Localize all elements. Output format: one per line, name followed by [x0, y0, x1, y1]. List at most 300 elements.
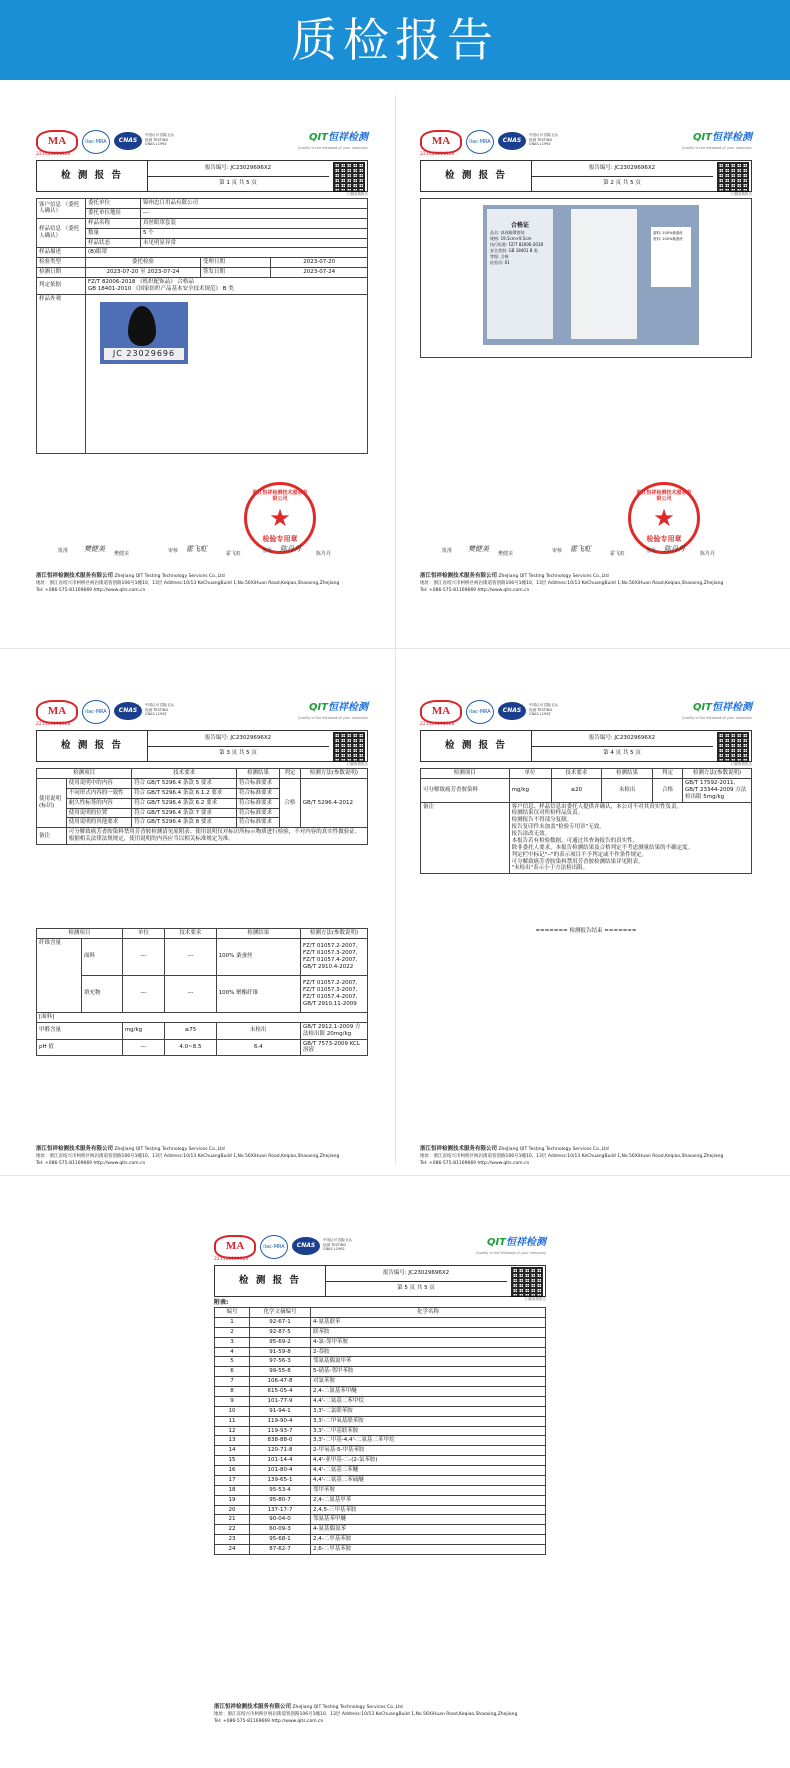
cell: 符合标准要求: [237, 808, 280, 818]
banner: [0, 0, 790, 80]
cell: 合格: [280, 778, 301, 827]
cell: 耐久性标签的内容: [66, 798, 131, 808]
label-line: 面料: 100%桑蚕丝: [653, 231, 683, 235]
report-header: [420, 160, 752, 192]
label-test-table: [36, 768, 368, 845]
divider: [0, 1175, 790, 1176]
cell: 2-甲氧基-5-甲基苯胺: [311, 1446, 546, 1456]
cell: FZ/T 01057.2-2007, FZ/T 01057.3-2007, FZ/T 01057.4-2007, GB/T 2910.4-2022: [301, 938, 368, 975]
note-line: 报告涂改无效。: [511, 831, 551, 837]
logos: [36, 700, 368, 728]
cell: 锦州忠日用品有限公司: [141, 199, 368, 209]
footer: [36, 572, 368, 594]
report-number: 报告编号: JC23029696X2: [325, 1266, 507, 1282]
cell: 邻甲苯胺: [311, 1485, 546, 1495]
report-number: 报告编号: JC23029696X2: [531, 161, 713, 177]
certificate-tag: [487, 209, 553, 339]
cell: 91-94-1: [250, 1406, 311, 1416]
header-cell: 化学文摘编号: [250, 1308, 311, 1318]
table-row: [215, 1406, 546, 1416]
cell: 4.0~8.5: [165, 1039, 216, 1056]
tag-line: 执行标准: FZ/T 82006-2018: [490, 242, 544, 247]
header-cell: 单位: [509, 769, 551, 779]
qr-note: 扫描查看报告: [347, 192, 368, 196]
qr-code: [333, 162, 365, 192]
sig-review-name: 霍飞虹: [226, 551, 242, 557]
cell: 5: [215, 1357, 250, 1367]
note-line: 报告复印件未加盖"检验专用章"无效。: [511, 824, 605, 831]
qit-slogan: Quality is the lifeblood of your company: [681, 716, 752, 720]
table-row: [215, 1475, 546, 1485]
qit-mark: QIT: [308, 132, 328, 143]
report-header: [420, 730, 752, 762]
cell: 4-氯-邻甲苯胺: [311, 1337, 546, 1347]
ilac-logo: ilac-MRA: [466, 130, 494, 154]
amine-list-table: [214, 1307, 546, 1555]
header-cell: 检测结果: [237, 769, 280, 779]
cell: 4-氨基联苯: [311, 1317, 546, 1327]
ma-number: 221111111326: [420, 152, 455, 157]
cell: 符合标准要求: [237, 778, 280, 788]
qr-note: 扫描查看报告: [347, 762, 368, 766]
tag-line: 等级: 合格: [490, 254, 509, 259]
qr-code: [511, 1267, 543, 1297]
cell: 101-77-9: [250, 1396, 311, 1406]
note-line: 检测结果仅对所检样品负责。: [511, 810, 584, 817]
table-row: [215, 1456, 546, 1466]
report-title: 检 测 报 告: [215, 1266, 326, 1296]
qr-code: [717, 732, 749, 762]
qr-note: 扫描查看报告: [731, 762, 752, 766]
header-cell: 检测项目: [37, 769, 132, 779]
logos: [420, 700, 752, 728]
cell: 23: [215, 1535, 250, 1545]
cell: 3: [215, 1337, 250, 1347]
footer-company: 浙江恒祥检测技术服务有限公司: [420, 573, 498, 579]
fabric-test-table: [36, 928, 368, 1056]
report-page-4: [420, 700, 752, 1170]
table-row: [215, 1337, 546, 1347]
cell: 3,3'-二甲基联苯胺: [311, 1426, 546, 1436]
cell: pH 值: [37, 1039, 123, 1056]
table-row: [215, 1416, 546, 1426]
report-number: 报告编号: JC23029696X2: [531, 731, 713, 747]
cell: 6: [215, 1367, 250, 1377]
cell: 3,3'-二氯联苯胺: [311, 1406, 546, 1416]
logos: [36, 130, 368, 158]
tag-line: 品名: 真丝眼罩套装: [490, 230, 525, 235]
qit-mark: QIT: [692, 702, 712, 713]
cell: 未检出: [216, 1022, 300, 1039]
cell: 委托单位: [86, 199, 141, 209]
tag-title: 合格证: [510, 222, 529, 229]
report-title: 检 测 报 告: [37, 161, 148, 191]
table-row: [215, 1357, 546, 1367]
table-row: [215, 1495, 546, 1505]
sig-issue-name: 陈丹丹: [316, 551, 332, 557]
note-line: 检测报告不得部分复制。: [511, 817, 573, 824]
ilac-logo: ilac-MRA: [82, 130, 110, 154]
cell: 119-90-4: [250, 1416, 311, 1426]
cell: ≤75: [165, 1022, 216, 1039]
cell: 符合 GB/T 5296.4 条款 5 要求: [132, 778, 237, 788]
cell: 16: [215, 1466, 250, 1476]
ma-number: 221111111326: [36, 152, 71, 157]
cell: 样品外观: [37, 294, 86, 453]
tag-photo: [483, 205, 699, 345]
header-cell: 判定: [280, 769, 301, 779]
table-row: [215, 1377, 546, 1387]
ma-logo: MA: [36, 700, 78, 724]
qit-cn: 恒祥检测: [328, 132, 368, 143]
footer-company-en: ZheJiang QIT Testing Technology Services Co.,Ltd: [498, 1147, 609, 1152]
header-cell: 检测方法(参数说明): [683, 769, 752, 779]
cell: 甲醛含量: [37, 1022, 123, 1039]
qit-logo: [309, 132, 368, 145]
cell: 符合 GB/T 5296.4 条款 8 要求: [132, 818, 237, 828]
cell: 纤维含量: [37, 938, 82, 1012]
footer-tel: Tel: +086-575-81169669 http://www.qits.com.cn: [420, 1160, 530, 1166]
cnas-text: 中国认可 国际互认 检测 TESTING CNAS L1992: [323, 1238, 353, 1252]
footer-company-en: ZheJiang QIT Testing Technology Services Co.,Ltd: [114, 574, 225, 579]
page-number: 第 2 页 共 5 页: [603, 180, 641, 186]
cell: 检测日期: [37, 268, 86, 278]
report-header: [36, 730, 368, 762]
sig-review-label: 审核: [168, 548, 179, 554]
footer-company-en: ZheJiang QIT Testing Technology Services Co.,Ltd: [114, 1147, 225, 1152]
table-row: [215, 1446, 546, 1456]
note-line: 可分解致癌芳香胺染料禁用芳香胺检测结果详见附表。: [511, 858, 644, 865]
cnas-text: 中国认可 国际互认 检测 TESTING CNAS L1992: [529, 133, 559, 147]
cell: 2,6-二甲基苯胺: [311, 1545, 546, 1555]
cell: 填充物: [82, 975, 123, 1012]
sig-issue-name: 陈丹丹: [700, 551, 716, 557]
cell: 95-80-7: [250, 1495, 311, 1505]
divider: [395, 95, 396, 1165]
cell: 4,4'-二氨基二苯硫醚: [311, 1475, 546, 1485]
cell: 615-05-4: [250, 1387, 311, 1397]
ma-number: 221111111326: [214, 1257, 249, 1262]
table-row: [215, 1327, 546, 1337]
qit-cn: 恒祥检测: [328, 702, 368, 713]
cell: 委托检验: [86, 258, 201, 268]
cell: 检验类型: [37, 258, 86, 268]
stamp-label: 检验专用章: [646, 535, 682, 544]
report-page-3: [36, 700, 368, 1170]
report-title: 检 测 报 告: [421, 161, 532, 191]
header-cell: 化学名称: [311, 1308, 546, 1318]
cell: 样品描述: [37, 248, 86, 258]
qit-slogan: Quality is the lifeblood of your company: [681, 146, 752, 150]
header-cell: 检测结果: [216, 929, 300, 939]
header-cell: 单位: [122, 929, 164, 939]
cell: 838-88-0: [250, 1436, 311, 1446]
inspection-stamp: [628, 482, 700, 554]
cell: 24: [215, 1545, 250, 1555]
table-row: [215, 1505, 546, 1515]
ma-logo: MA: [420, 130, 462, 154]
cell: 100% 聚酯纤维: [216, 975, 300, 1012]
cnas-text: 中国认可 国际互认 检测 TESTING CNAS L1992: [145, 133, 175, 147]
sig-review-script: 霍飞虹: [186, 545, 207, 553]
qit-slogan: Quality is the lifeblood of your company: [297, 146, 368, 150]
cell: 101-80-4: [250, 1466, 311, 1476]
sig-issue-script: 陈丹丹: [664, 545, 685, 553]
cnas-text: 中国认可 国际互认 检测 TESTING CNAS L1992: [529, 703, 559, 717]
qit-logo: [309, 702, 368, 715]
cell: 14: [215, 1446, 250, 1456]
qit-cn: 恒祥检测: [712, 702, 752, 713]
cell: 2,4-二氨基苯甲醚: [311, 1387, 546, 1397]
sig-issue-label: 签发: [262, 548, 273, 554]
label-line: 里料: 100%桑蚕丝: [653, 236, 683, 241]
judge-line: GB 18401-2010 《国家纺织产品基本安全技术规范》 B 类: [88, 285, 234, 292]
report-title: 检 测 报 告: [37, 731, 148, 761]
cell: 9: [215, 1396, 250, 1406]
stamp-star-icon: ★: [653, 504, 675, 532]
cell: 数量: [86, 228, 141, 238]
qit-mark: QIT: [692, 132, 712, 143]
report-end: ======= 检测报告结束 =======: [535, 928, 637, 934]
cell: 受理日期: [200, 258, 271, 268]
cell: [面料]: [37, 1012, 368, 1022]
cell: 合格: [652, 778, 682, 802]
sig-approve-label: 批准: [58, 548, 69, 554]
qit-slogan: Quality is the lifeblood of your company: [297, 716, 368, 720]
table-row: [215, 1347, 546, 1357]
cnas-logo: CNAS: [114, 132, 142, 150]
table-row: [215, 1396, 546, 1406]
cell: 邻氨基偶氮甲苯: [311, 1357, 546, 1367]
cell: 符合 GB/T 5296.4 条款 6.1.2 要求: [132, 788, 237, 798]
table-row: [215, 1367, 546, 1377]
page-number: 第 3 页 共 5 页: [219, 750, 257, 756]
cell: 11: [215, 1416, 250, 1426]
cell: FZ/T 01057.2-2007, FZ/T 01057.3-2007, FZ/T 01057.4-2007, GB/T 2910.11-2009: [301, 975, 368, 1012]
sig-issue-label: 签发: [646, 548, 657, 554]
cell: 样品名称: [86, 218, 141, 228]
report-page-2: [420, 130, 752, 605]
qr-code: [717, 162, 749, 192]
cell: 95-53-4: [250, 1485, 311, 1495]
sig-issue-script: 陈丹丹: [280, 545, 301, 553]
cell: (B)眼罩: [86, 248, 368, 258]
cell: 60-09-3: [250, 1525, 311, 1535]
cell: 15: [215, 1456, 250, 1466]
note-line: 除非委托人要求，本报告检测结果及合格判定不考虑测量结果的不确定度。: [511, 844, 694, 851]
qit-cn: 恒祥检测: [712, 132, 752, 143]
cell: 4,4'-二氨基二苯醚: [311, 1466, 546, 1476]
ma-logo: MA: [214, 1235, 256, 1259]
cnas-logo: CNAS: [498, 132, 526, 150]
header-cell: 技术要求: [165, 929, 216, 939]
sample-code-label: JC 23029696: [104, 348, 184, 360]
note-line: 本报告若有检验数据，可通过其查询报告的真实性。: [511, 837, 639, 844]
cell: [86, 278, 368, 295]
cell: 139-65-1: [250, 1475, 311, 1485]
cell: 4-氨基偶氮苯: [311, 1525, 546, 1535]
cell: GB/T 7573-2009 KCL 溶液: [301, 1039, 368, 1056]
note-line: "未检出"表示小于方法检出限。: [511, 865, 589, 872]
header-cell: 检测方法(参数说明): [300, 769, 367, 779]
footer-tel: Tel: +086-575-81169669 http://www.qits.com.cn: [214, 1718, 324, 1724]
header-cell: 检测项目: [37, 929, 123, 939]
cell: 8: [215, 1387, 250, 1397]
qit-logo: [693, 702, 752, 715]
cnas-logo: CNAS: [114, 702, 142, 720]
footer-tel: Tel: +086-575-81169669 http://www.qits.com.cn: [420, 587, 530, 593]
cell: 106-47-8: [250, 1377, 311, 1387]
cell: 95-68-1: [250, 1535, 311, 1545]
cell: 10: [215, 1406, 250, 1416]
cell: 2023-07-24: [271, 268, 368, 278]
cell: ---: [165, 975, 216, 1012]
azo-test-table: [420, 768, 752, 874]
cell: 5-硝基-邻甲苯胺: [311, 1367, 546, 1377]
tag-line: 检验员: 01: [490, 260, 510, 265]
cell: ---: [122, 975, 164, 1012]
cell: [86, 294, 368, 453]
tag-line: 规格: 19.5cm×9.5cm: [490, 236, 532, 241]
logos: [420, 130, 752, 158]
note-line: 判定栏中标记"--"的表示项目不予判定或不作条件规定。: [511, 851, 648, 858]
cell: 未检出: [602, 778, 653, 802]
tag-back: [571, 209, 637, 339]
qit-logo: [487, 1237, 546, 1250]
page-number: 第 1 页 共 5 页: [219, 180, 257, 186]
sig-approve-script: 樊健美: [84, 545, 105, 553]
table-row: [215, 1485, 546, 1495]
header-cell: 检测方法(参数说明): [301, 929, 368, 939]
cell: 真丝眼罩套装: [141, 218, 368, 228]
tag-line: 安全类别: GB 18401 B 类: [490, 248, 538, 253]
cell: 119-93-7: [250, 1426, 311, 1436]
sig-review-script: 霍飞虹: [570, 545, 591, 553]
header-cell: 技术要求: [551, 769, 602, 779]
cell: GB/T 5296.4-2012: [300, 778, 367, 827]
cell: 符合标准要求: [237, 818, 280, 828]
cell: ---: [141, 208, 368, 218]
cell: 90-04-0: [250, 1515, 311, 1525]
stamp-star-icon: ★: [269, 504, 291, 532]
cell: 客户信息 （委托人确认）: [37, 199, 86, 219]
report-page-5: [214, 1235, 546, 1745]
report-header: [36, 160, 368, 192]
cell: 4,4'-二氨基二苯甲烷: [311, 1396, 546, 1406]
cell: 1: [215, 1317, 250, 1327]
cell: 4,4'-亚甲基-二-(2-氯苯胺): [311, 1456, 546, 1466]
report-title: 检 测 报 告: [421, 731, 532, 761]
qit-slogan: Quality is the lifeblood of your company: [475, 1251, 546, 1255]
header-cell: 检测项目: [421, 769, 510, 779]
sig-review-label: 审核: [552, 548, 563, 554]
sample-info-table: [36, 198, 368, 454]
cell: mg/kg: [122, 1022, 164, 1039]
sig-approve-label: 批准: [442, 548, 453, 554]
footer: [214, 1703, 546, 1725]
banner-title: 质检报告: [291, 13, 499, 67]
report-number: 报告编号: JC23029696X2: [147, 161, 329, 177]
footer: [420, 572, 752, 594]
header-cell: 技术要求: [132, 769, 237, 779]
footer-address: 地址：浙江省绍兴市柯桥区柯岩街道客创路106号1幢10、13层 Address:10/13 KeChuangBuild 1,No.56XiHuan Road,Keqiao,Shaoxing,Zhejiang: [214, 1711, 518, 1717]
footer-company: 浙江恒祥检测技术服务有限公司: [214, 1704, 292, 1710]
cell: 2-萘胺: [311, 1347, 546, 1357]
ma-logo: MA: [36, 130, 78, 154]
cell: 21: [215, 1515, 250, 1525]
footer: [420, 1145, 752, 1167]
tag-photo-frame: [420, 198, 752, 358]
cell: 判定依据: [37, 278, 86, 295]
cell: 未见明显异常: [141, 238, 368, 248]
cell: 2,4-二甲基苯胺: [311, 1535, 546, 1545]
cell: 99-55-8: [250, 1367, 311, 1377]
cell: 使用说明中的内容: [66, 778, 131, 788]
footer: [36, 1145, 368, 1167]
header-cell: 编号: [215, 1308, 250, 1318]
sig-review-name: 霍飞虹: [610, 551, 626, 557]
cell: 7: [215, 1377, 250, 1387]
cell: 2,4-二氨基甲苯: [311, 1495, 546, 1505]
report-number: 报告编号: JC23029696X2: [147, 731, 329, 747]
table-row: [215, 1545, 546, 1555]
cell: ---: [122, 1039, 164, 1056]
appendix-label: 附表:: [214, 1299, 229, 1306]
table-row: [215, 1387, 546, 1397]
cell: 符合 GB/T 5296.4 条款 7 要求: [132, 808, 237, 818]
cell: ---: [165, 938, 216, 975]
table-row: [215, 1426, 546, 1436]
cell: 联苯胺: [311, 1327, 546, 1337]
cell: 92-67-1: [250, 1317, 311, 1327]
cell: 签发日期: [200, 268, 271, 278]
cell: 22: [215, 1525, 250, 1535]
cell: 可分解致癌芳香胺染料: [421, 778, 510, 802]
cell: 13: [215, 1436, 250, 1446]
cell: 使用说明的其他要求: [66, 818, 131, 828]
page-number: 第 4 页 共 5 页: [603, 750, 641, 756]
cell: 20: [215, 1505, 250, 1515]
qit-logo: [693, 132, 752, 145]
cell: 邻氨基苯甲醚: [311, 1515, 546, 1525]
ilac-logo: ilac-MRA: [466, 700, 494, 724]
ilac-logo: ilac-MRA: [82, 700, 110, 724]
footer-address: 地址：浙江省绍兴市柯桥区柯岩街道客创路106号1幢10、13层 Address:10/13 KeChuangBuild 1,No.56XiHuan Road,Keqiao,Shaoxing,Zhejiang: [36, 1153, 340, 1159]
table-row: [215, 1515, 546, 1525]
qr-code: [333, 732, 365, 762]
cell: [509, 802, 751, 874]
table-row: [215, 1535, 546, 1545]
cell: 2,4,5-三甲基苯胺: [311, 1505, 546, 1515]
cell: 使用说明的位置: [66, 808, 131, 818]
footer-company: 浙江恒祥检测技术服务有限公司: [36, 1146, 114, 1152]
report-page-1: [36, 130, 368, 605]
stamp-company: 浙江恒祥检测技术服务有限公司: [636, 490, 692, 503]
eye-mask-image: [128, 306, 156, 346]
page-number: 第 5 页 共 5 页: [397, 1285, 435, 1291]
cell: 不同形式内容的一致性: [66, 788, 131, 798]
footer-address: 地址：浙江省绍兴市柯桥区柯岩街道客创路106号1幢10、13层 Address:10/13 KeChuangBuild 1,No.56XiHuan Road,Keqiao,Shaoxing,Zhejiang: [36, 580, 340, 586]
cell: 87-62-7: [250, 1545, 311, 1555]
cell: 2023-07-20 至 2023-07-24: [86, 268, 201, 278]
sig-approve-name: 樊健美: [114, 551, 130, 557]
cell: mg/kg: [509, 778, 551, 802]
cnas-logo: CNAS: [292, 1237, 320, 1255]
cell: 样品信息 （委托人确认）: [37, 218, 86, 248]
cell: 2: [215, 1327, 250, 1337]
report-header: [214, 1265, 546, 1297]
cell: 符合标准要求: [237, 788, 280, 798]
